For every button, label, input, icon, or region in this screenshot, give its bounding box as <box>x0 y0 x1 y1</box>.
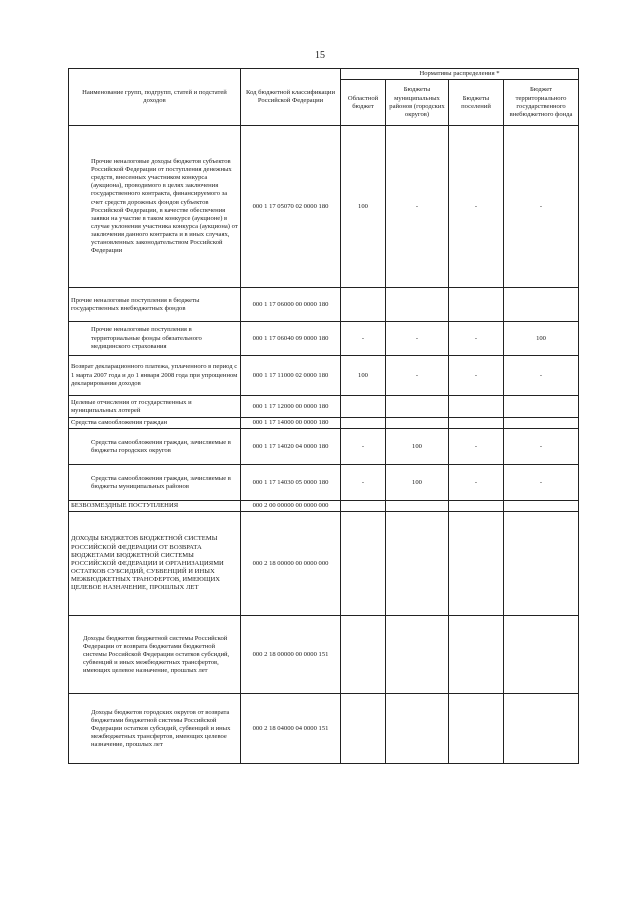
row-name: БЕЗВОЗМЕЗДНЫЕ ПОСТУПЛЕНИЯ <box>69 501 241 512</box>
row-name: Средства самообложения граждан <box>69 418 241 429</box>
table-row <box>69 418 579 429</box>
row-code: 000 1 17 14030 05 0000 180 <box>241 465 341 501</box>
header-code: Код бюджетной классификации Российской Федерации <box>241 69 341 126</box>
row-fund: - <box>504 356 579 396</box>
header-norms: Нормативы распределения * <box>341 69 579 80</box>
row-code: 000 2 18 04000 04 0000 151 <box>241 694 341 764</box>
row-code: 000 2 18 00000 00 0000 000 <box>241 512 341 616</box>
row-name: Целевые отчисления от государственных и муниципальных лотерей <box>69 396 241 418</box>
header-name: Наименование групп, подгрупп, статей и подстатей доходов <box>69 69 241 126</box>
table-row <box>69 694 579 764</box>
table-row <box>69 356 579 396</box>
row-settlements: - <box>449 126 504 288</box>
row-fund: - <box>504 126 579 288</box>
page-number: 15 <box>315 50 325 61</box>
row-regional: - <box>341 465 386 501</box>
row-code: 000 1 17 06040 09 0000 180 <box>241 322 341 356</box>
header-municipal: Бюджеты муниципальных районов (городских округов) <box>386 80 449 126</box>
table-row <box>69 126 579 288</box>
row-municipal <box>386 512 449 616</box>
row-settlements <box>449 616 504 694</box>
row-name: Средства самообложения граждан, зачисляемые в бюджеты городских округов <box>69 429 241 465</box>
row-municipal <box>386 694 449 764</box>
row-municipal: - <box>386 126 449 288</box>
row-settlements <box>449 288 504 322</box>
row-municipal: - <box>386 322 449 356</box>
row-settlements <box>449 694 504 764</box>
header-regional: Областной бюджет <box>341 80 386 126</box>
row-code: 000 1 17 05070 02 0000 180 <box>241 126 341 288</box>
row-regional <box>341 501 386 512</box>
row-settlements: - <box>449 429 504 465</box>
row-name: Доходы бюджетов бюджетной системы Российской Федерации от возврата бюджетами бюджетной системы Российской Федерации остатков субсидий, субвенций и иных межбюджетных трансфертов, имеющих целевое назначение, прошлых лет <box>69 616 241 694</box>
row-municipal: - <box>386 356 449 396</box>
row-settlements: - <box>449 322 504 356</box>
row-regional: 100 <box>341 126 386 288</box>
row-fund: - <box>504 465 579 501</box>
row-name: ДОХОДЫ БЮДЖЕТОВ БЮДЖЕТНОЙ СИСТЕМЫ РОССИЙСКОЙ ФЕДЕРАЦИИ ОТ ВОЗВРАТА БЮДЖЕТАМИ БЮДЖЕТНОЙ СИСТЕМЫ РОССИЙСКОЙ ФЕДЕРАЦИИ И ОРГАНИЗАЦИЯМИ ОСТАТКОВ СУБСИДИЙ, СУБВЕНЦИЙ И ИНЫХ МЕЖБЮДЖЕТНЫХ ТРАНСФЕРТОВ, ИМЕЮЩИХ ЦЕЛЕВОЕ НАЗНАЧЕНИЕ, ПРОШЛЫХ ЛЕТ <box>69 512 241 616</box>
row-code: 000 1 17 12000 00 0000 180 <box>241 396 341 418</box>
row-regional <box>341 512 386 616</box>
row-settlements: - <box>449 465 504 501</box>
row-municipal: 100 <box>386 429 449 465</box>
row-name: Прочие неналоговые поступления в территориальные фонды обязательного медицинского страхования <box>69 322 241 356</box>
row-regional <box>341 616 386 694</box>
table-row <box>69 396 579 418</box>
table-row <box>69 322 579 356</box>
row-regional <box>341 418 386 429</box>
row-code: 000 2 18 00000 00 0000 151 <box>241 616 341 694</box>
row-regional <box>341 288 386 322</box>
row-regional <box>341 396 386 418</box>
row-municipal <box>386 501 449 512</box>
row-name: Средства самообложения граждан, зачисляемые в бюджеты муниципальных районов <box>69 465 241 501</box>
table-row <box>69 429 579 465</box>
row-settlements <box>449 512 504 616</box>
table-row <box>69 288 579 322</box>
header-row-1 <box>69 69 579 80</box>
row-settlements <box>449 396 504 418</box>
row-municipal <box>386 396 449 418</box>
row-code: 000 2 00 00000 00 0000 000 <box>241 501 341 512</box>
table-row <box>69 512 579 616</box>
table-row <box>69 465 579 501</box>
row-settlements <box>449 501 504 512</box>
row-settlements: - <box>449 356 504 396</box>
row-fund <box>504 501 579 512</box>
row-fund <box>504 288 579 322</box>
row-name: Прочие неналоговые доходы бюджетов субъектов Российской Федерации от поступления денежных средств, внесенных участником конкурса (аукциона), проводимого в целях заключения государственного контракта, финансируемого за счет средств дорожных фондов субъектов Российской Федерации, в качестве обеспечения заявки на участие в таком конкурсе (аукционе) в случае уклонения участника конкурса (аукциона) от заключения данного контракта и в иных случаях, установленных законодательством Российской Федерации <box>69 126 241 288</box>
row-regional: - <box>341 322 386 356</box>
row-fund <box>504 616 579 694</box>
row-municipal <box>386 288 449 322</box>
row-regional: - <box>341 429 386 465</box>
row-code: 000 1 17 06000 00 0000 180 <box>241 288 341 322</box>
header-settlements: Бюджеты поселений <box>449 80 504 126</box>
row-fund: - <box>504 429 579 465</box>
row-fund <box>504 694 579 764</box>
row-name: Прочие неналоговые поступления в бюджеты государственных внебюджетных фондов <box>69 288 241 322</box>
row-name: Возврат декларационного платежа, уплаченного в период с 1 марта 2007 года и до 1 января 2008 года при упрощенном декларировании доходов <box>69 356 241 396</box>
row-fund <box>504 512 579 616</box>
header-fund: Бюджет территориального государственного внебюджетного фонда <box>504 80 579 126</box>
row-municipal: 100 <box>386 465 449 501</box>
revenue-distribution-table <box>68 68 579 764</box>
row-settlements <box>449 418 504 429</box>
row-code: 000 1 17 14000 00 0000 180 <box>241 418 341 429</box>
row-fund: 100 <box>504 322 579 356</box>
row-code: 000 1 17 11000 02 0000 180 <box>241 356 341 396</box>
row-fund <box>504 396 579 418</box>
table-row <box>69 616 579 694</box>
row-regional <box>341 694 386 764</box>
table-row <box>69 501 579 512</box>
row-name: Доходы бюджетов городских округов от возврата бюджетами бюджетной системы Российской Федерации остатков субсидий, субвенций и иных межбюджетных трансфертов, имеющих целевое назначение, прошлых лет <box>69 694 241 764</box>
row-code: 000 1 17 14020 04 0000 180 <box>241 429 341 465</box>
row-regional: 100 <box>341 356 386 396</box>
row-fund <box>504 418 579 429</box>
row-municipal <box>386 418 449 429</box>
row-municipal <box>386 616 449 694</box>
